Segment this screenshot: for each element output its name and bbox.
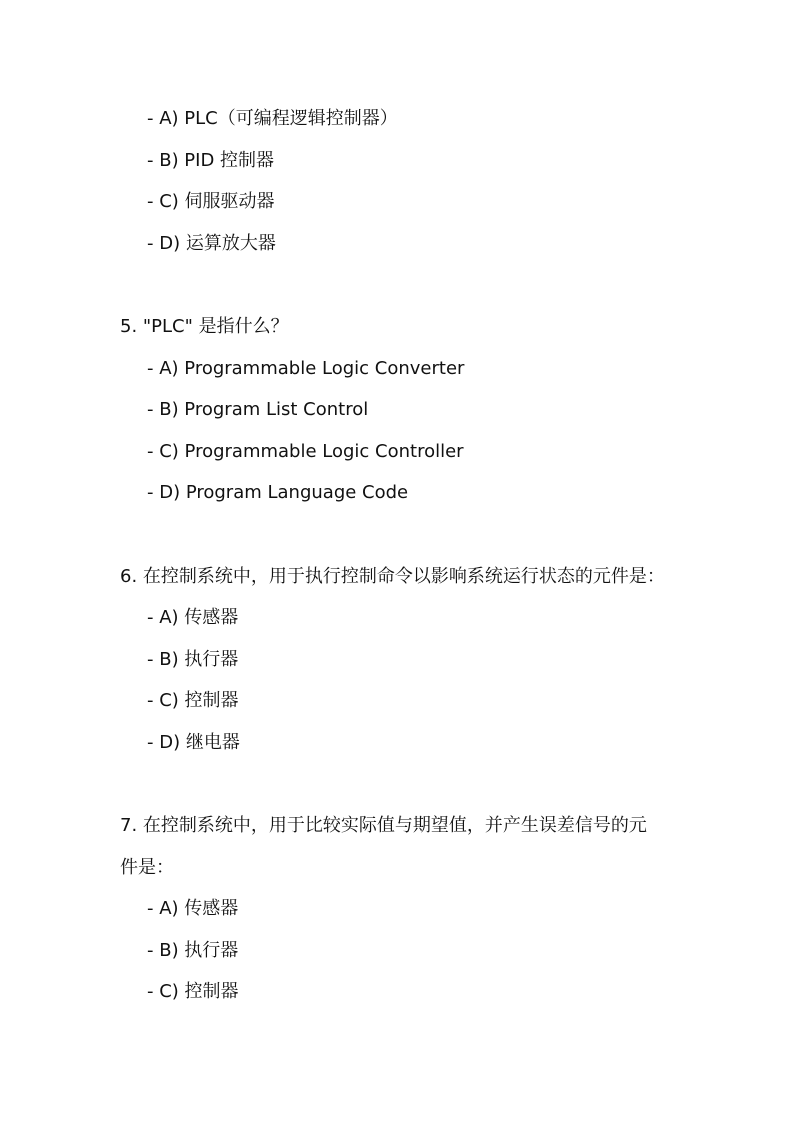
option-prev-a: - A) PLC（可编程逻辑控制器） bbox=[147, 108, 398, 129]
question-5-option-b: - B) Program List Control bbox=[147, 399, 369, 420]
question-5-option-a: - A) Programmable Logic Converter bbox=[147, 358, 465, 379]
question-7-text-line2: 件是： bbox=[120, 857, 174, 878]
option-prev-b: - B) PID 控制器 bbox=[147, 150, 275, 171]
question-7-text-line1: 7. 在控制系统中，用于比较实际值与期望值，并产生误差信号的元 bbox=[120, 815, 647, 836]
question-7-option-c: - C) 控制器 bbox=[147, 981, 239, 1002]
question-6-option-d: - D) 继电器 bbox=[147, 732, 240, 753]
question-6-option-a: - A) 传感器 bbox=[147, 607, 239, 628]
question-7-option-a: - A) 传感器 bbox=[147, 898, 239, 919]
question-6-text: 6. 在控制系统中，用于执行控制命令以影响系统运行状态的元件是： bbox=[120, 566, 665, 587]
question-5-option-c: - C) Programmable Logic Controller bbox=[147, 441, 464, 462]
question-6-option-c: - C) 控制器 bbox=[147, 690, 239, 711]
question-5-text: 5. "PLC" 是指什么？ bbox=[120, 316, 289, 337]
option-prev-d: - D) 运算放大器 bbox=[147, 233, 276, 254]
question-5-option-d: - D) Program Language Code bbox=[147, 482, 409, 503]
option-prev-c: - C) 伺服驱动器 bbox=[147, 191, 275, 212]
question-7-option-b: - B) 执行器 bbox=[147, 940, 239, 961]
question-6-option-b: - B) 执行器 bbox=[147, 649, 239, 670]
